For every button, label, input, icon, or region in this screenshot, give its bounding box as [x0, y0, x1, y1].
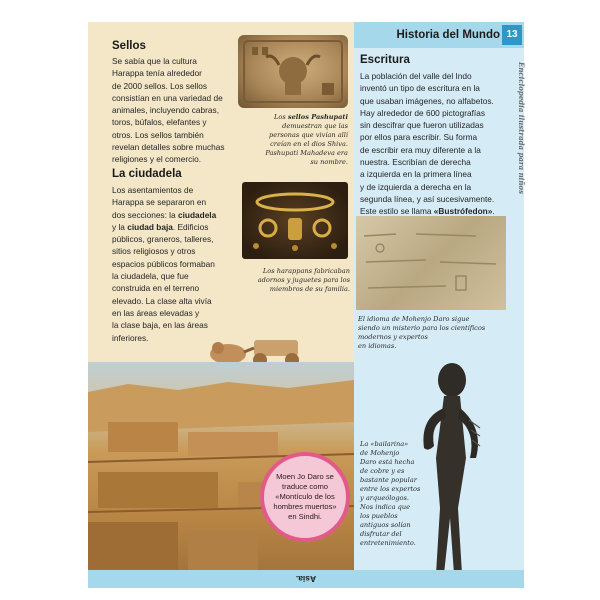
caption-line: modernos y expertos — [358, 333, 428, 341]
caption-line: y arqueólogos. — [360, 494, 409, 502]
caption-line: demuestran que las — [282, 122, 348, 130]
text-line: inventó un tipo de escritura en la — [360, 83, 480, 94]
caption-line: en idiomas. — [358, 342, 397, 350]
caption-line: personas que vivían allí — [269, 131, 348, 139]
book-title: Historia del Mundo — [396, 29, 500, 41]
text-line: sin descifrar que fueron utilizadas — [360, 120, 484, 131]
text-line: segunda línea, y así sucesivamente. — [360, 193, 495, 204]
series-side-label: Enciclopedia ilustrada para niños — [517, 62, 526, 195]
text-line: La población del valle del Indo — [360, 71, 472, 81]
text-run: . Edificios — [172, 221, 209, 232]
caption-line: miembros de su familia. — [269, 285, 350, 293]
text-line: por ellos para escribir. Su forma — [360, 132, 478, 143]
bold-term-ciudad-baja: ciudad baja — [127, 221, 173, 232]
text-line: elevado. La clase alta vivía — [112, 295, 212, 306]
seal-caption — [248, 113, 348, 167]
text-line: animales, incluyendo cabras, — [112, 105, 219, 116]
caption-bold-term: sellos Pashupati — [287, 113, 348, 121]
text-line: religiones y el comercio. — [112, 154, 201, 165]
text-line: la clase baja, en las áreas — [112, 320, 208, 331]
text-line — [112, 209, 244, 221]
sellos-paragraph — [112, 55, 240, 166]
caption-line: entre los expertos — [360, 485, 421, 493]
book-page — [88, 22, 524, 588]
text-line: a izquierda en la primera línea — [360, 169, 472, 180]
caption-line: La «bailarina» — [360, 440, 409, 448]
caption-line: de cobre y es — [360, 467, 405, 475]
text-line: Harappa se separaron en — [112, 197, 207, 208]
text-line: públicos, graneros, talleres, — [112, 234, 214, 245]
text-line: y de izquierda a derecha en la — [360, 181, 472, 192]
bold-term-bustrofedon: «Bustrófedon» — [433, 206, 493, 217]
text-line: que usaban imágenes, no alfabetos. — [360, 95, 494, 106]
escritura-paragraph — [360, 70, 520, 218]
caption-line: Daro está hecha — [360, 458, 415, 466]
caption-line: disfrutar del — [360, 530, 402, 538]
text-line — [112, 221, 244, 233]
page-number: 13 — [502, 25, 522, 45]
fact-bubble — [260, 452, 350, 542]
text-line: Se sabía que la cultura — [112, 56, 197, 66]
text-line: toros, búfalos, elefantes y — [112, 117, 207, 128]
caption-line: bastante popular — [360, 476, 417, 484]
text-line: espacios públicos formaban — [112, 258, 215, 269]
text-run: . — [492, 206, 495, 217]
text-line: inferiores. — [112, 332, 149, 343]
jewelry-caption — [244, 267, 350, 294]
caption-line: Nos indica que — [360, 503, 410, 511]
footer-label: Asia. — [295, 574, 317, 584]
text-line: Hay alrededor de 600 pictografías — [360, 107, 485, 118]
caption-line: su nombre. — [310, 158, 348, 166]
text-run: dos secciones: la — [112, 209, 178, 220]
text-line: en las áreas elevadas y — [112, 307, 200, 318]
text-line: la ciudadela, que fue — [112, 271, 189, 282]
text-line: de 2000 sellos. Los sellos — [112, 80, 208, 91]
jewelry-illustration — [242, 182, 348, 259]
caption-lead: Los — [274, 113, 288, 121]
caption-line — [248, 113, 348, 122]
tablet-illustration — [356, 216, 506, 310]
text-line: sitios religiosos y otros — [112, 246, 196, 257]
statue-caption — [360, 440, 428, 548]
pashupati-seal-image — [238, 35, 348, 108]
tablet-caption — [358, 315, 518, 351]
section-title-sellos: Sellos — [112, 40, 146, 52]
text-line: de escribir era muy diferente a la — [360, 144, 481, 155]
caption-line: siendo un misterio para los científicos — [358, 324, 486, 332]
text-run: Este estilo se llama — [360, 206, 434, 217]
caption-line: Los harappans fabricaban — [262, 267, 350, 275]
text-run: y la — [112, 221, 128, 232]
text-line: construida en el terreno — [112, 283, 200, 294]
harappan-jewelry-image — [242, 182, 348, 259]
caption-line: de Mohenjo — [360, 449, 400, 457]
text-line: consistían en una variedad de — [112, 92, 223, 103]
text-line: Los asentamientos de — [112, 185, 194, 195]
fact-bubble-text: Moen Jo Daro se traduce como «Montículo de los hombres muertos» en Sindhi. — [273, 472, 337, 521]
section-title-ciudadela: La ciudadela — [112, 168, 182, 180]
bold-term-ciudadela: ciudadela — [177, 209, 217, 220]
caption-line: adornos y juguetes para los — [257, 276, 350, 284]
caption-line: Pashupati Mahadeva era — [265, 149, 348, 157]
text-line: nuestra. Escribían de derecha — [360, 157, 471, 168]
caption-line: creían en el dios Shiva. — [270, 140, 348, 148]
caption-line: antiguos solían — [360, 521, 411, 529]
caption-line: El idioma de Mohenjo Daro sigue — [358, 315, 470, 323]
seal-illustration — [238, 35, 348, 108]
caption-line: los pueblos — [360, 512, 398, 520]
text-line: Harappa tenía alrededor — [112, 68, 202, 79]
caption-line: entretenimiento. — [360, 539, 416, 547]
indus-script-tablet-image — [356, 216, 506, 310]
text-line: revelan detalles sobre muchas — [112, 142, 225, 153]
text-line: otros. Los sellos también — [112, 129, 204, 140]
section-title-escritura: Escritura — [360, 54, 410, 66]
